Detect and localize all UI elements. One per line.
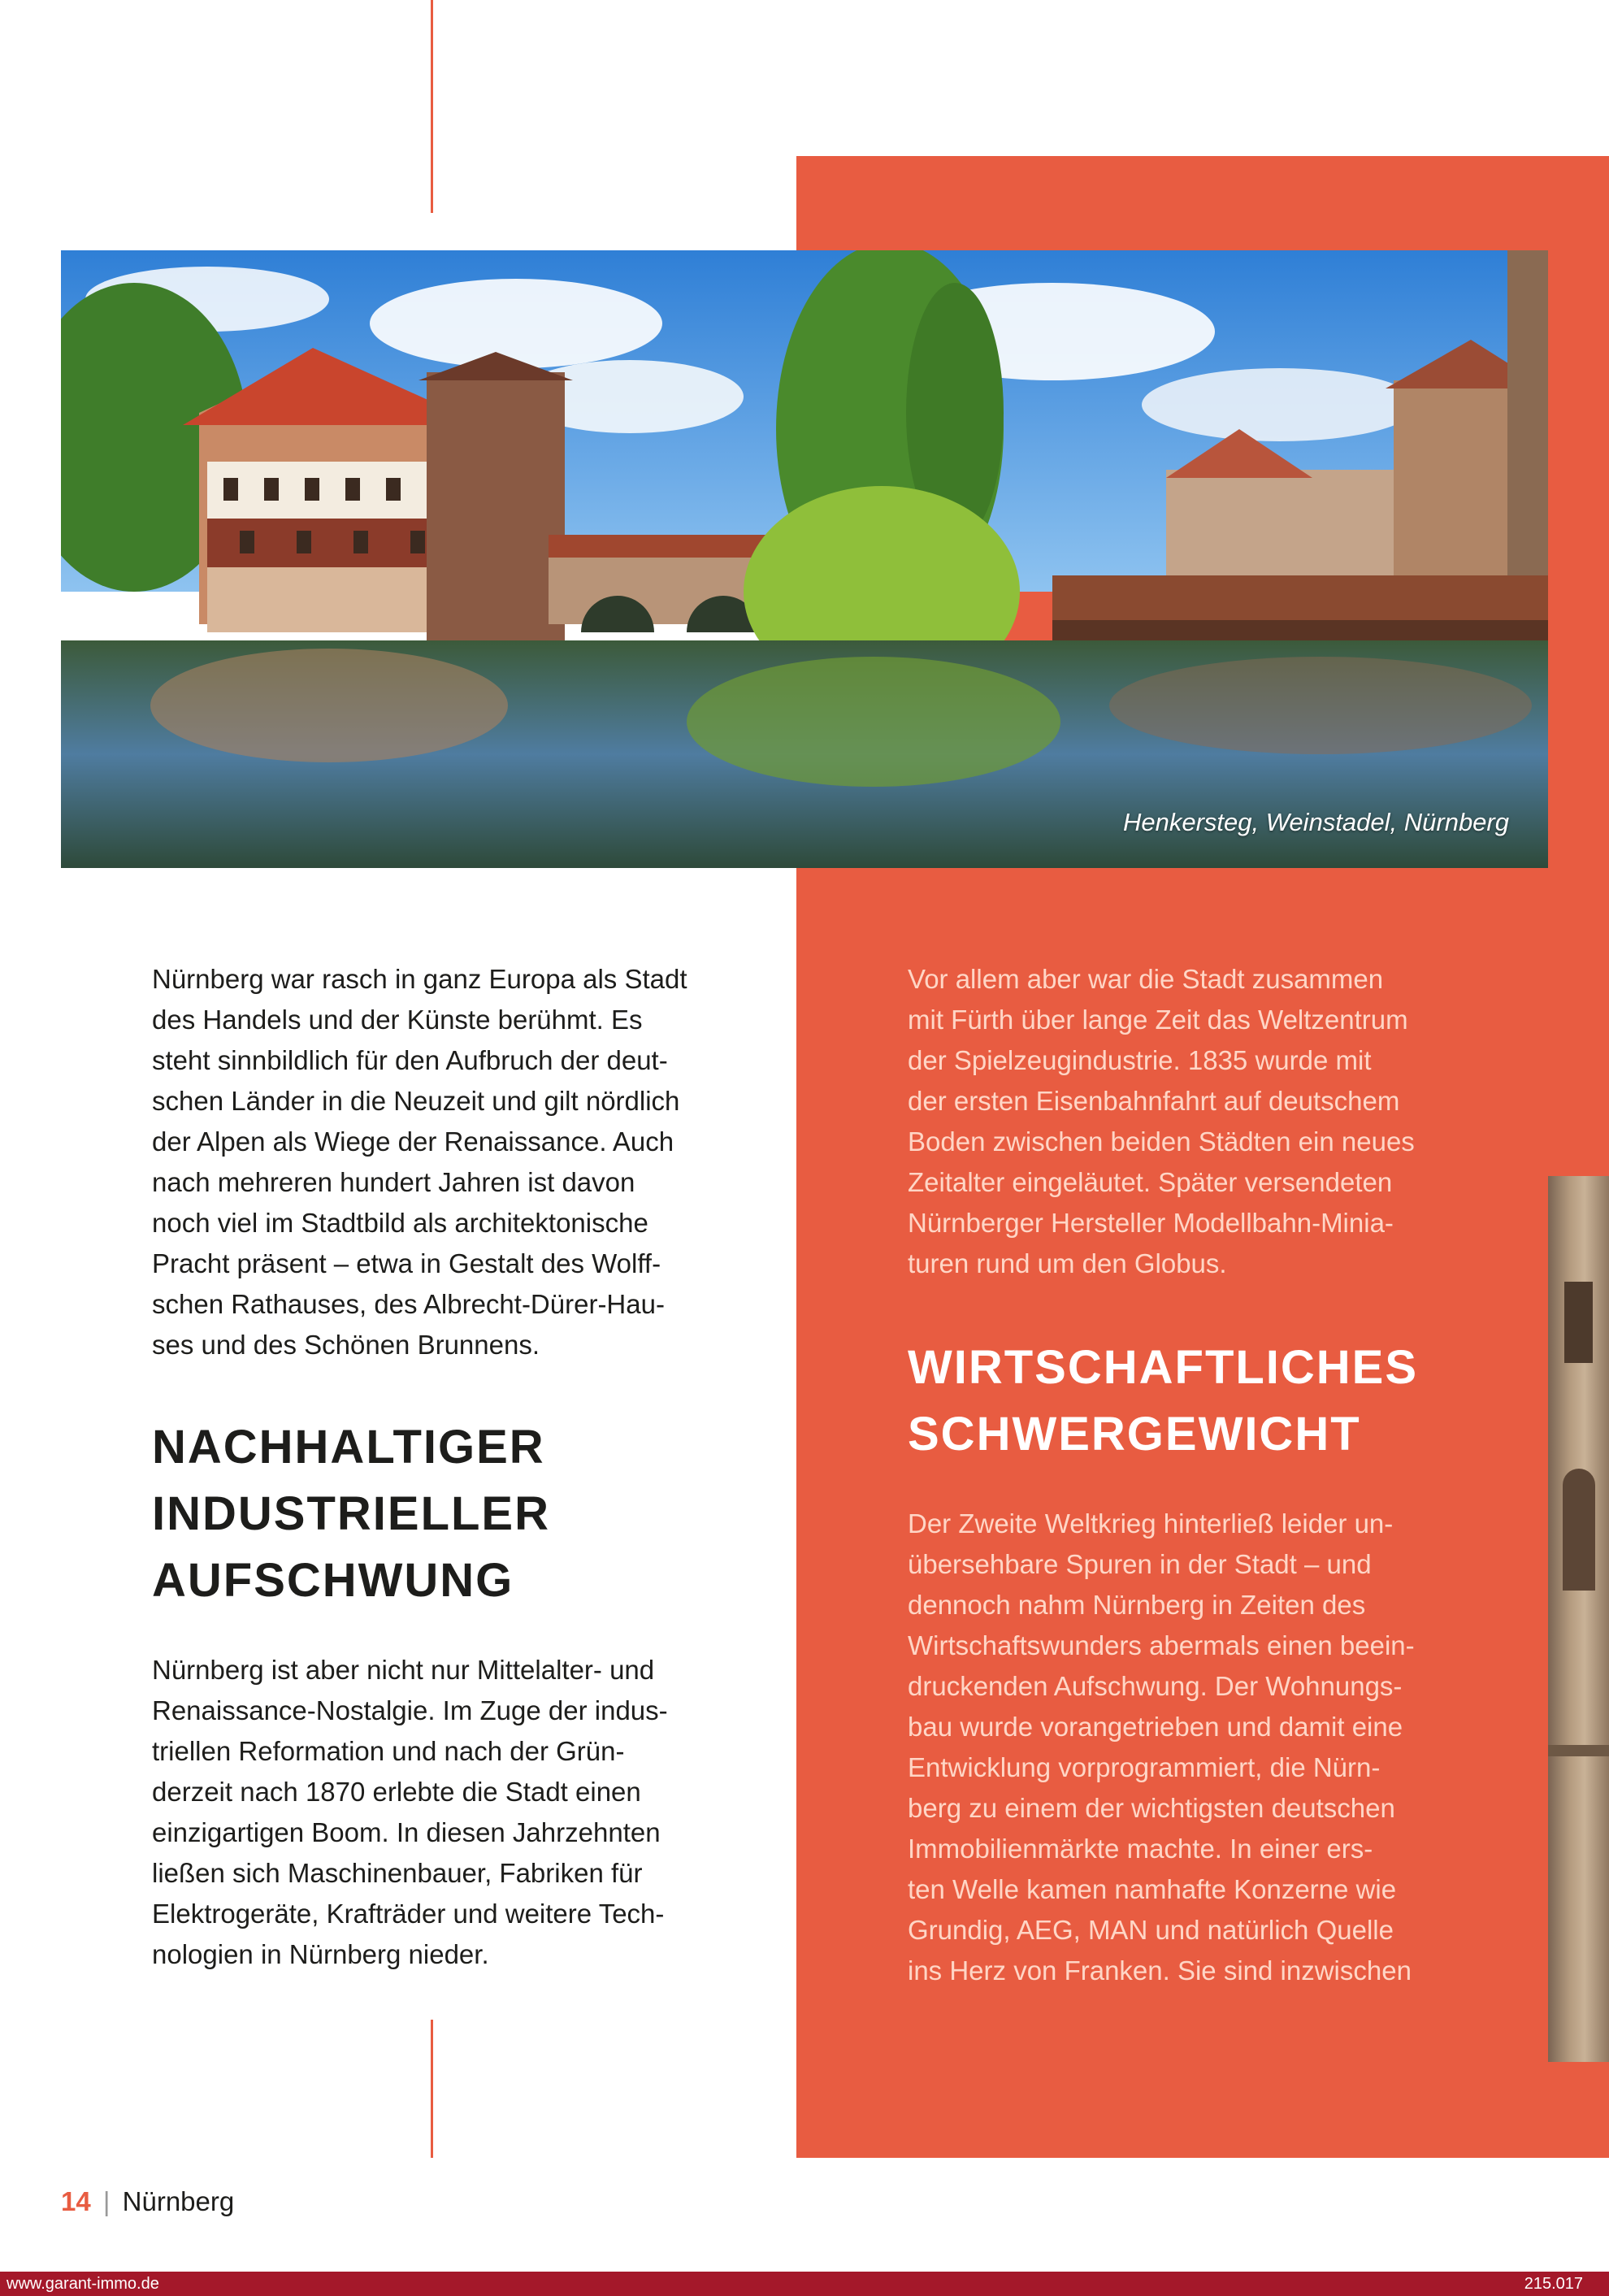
text-line: Grundig, AEG, MAN und natürlich Quelle — [908, 1915, 1394, 1945]
footer-section: Nürnberg — [122, 2186, 235, 2216]
hero-illustration — [61, 250, 1548, 868]
text-line: derzeit nach 1870 erlebte die Stadt einen — [152, 1777, 641, 1807]
text-line: Boden zwischen beiden Städten ein neues — [908, 1126, 1415, 1157]
text-line: Nürnberg ist aber nicht nur Mittelalter- und — [152, 1655, 655, 1685]
text-line: der Spielzeugindustrie. 1835 wurde mit — [908, 1045, 1372, 1075]
text-line: noch viel im Stadtbild als architektonische — [152, 1208, 648, 1238]
heading-line: NACHHALTIGER — [152, 1421, 545, 1474]
text-line: schen Rathauses, des Albrecht-Dürer-Hau- — [152, 1289, 665, 1319]
text-line: Pracht präsent – etwa in Gestalt des Wolff- — [152, 1248, 661, 1278]
footer-separator: | — [102, 2186, 111, 2216]
page-footer — [61, 2186, 234, 2217]
text-line: Nürnberg war rasch in ganz Europa als Stadt — [152, 964, 687, 994]
hero-photo — [61, 250, 1548, 868]
right-body-paragraph — [908, 1504, 1493, 1991]
text-line: mit Fürth über lange Zeit das Weltzentrum — [908, 1005, 1408, 1035]
page-number: 14 — [61, 2186, 91, 2216]
text-line: Renaissance-Nostalgie. Im Zuge der indus- — [152, 1695, 668, 1725]
text-line: triellen Reformation und nach der Grün- — [152, 1736, 625, 1766]
text-line: Zeitalter eingeläutet. Später versendeten — [908, 1167, 1393, 1197]
text-line: Entwicklung vorprogrammiert, die Nürn- — [908, 1752, 1381, 1782]
text-line: dennoch nahm Nürnberg in Zeiten des — [908, 1590, 1366, 1620]
text-line: steht sinnbildlich für den Aufbruch der deut- — [152, 1045, 668, 1075]
left-column — [152, 959, 737, 1975]
side-photo-strip — [1548, 1176, 1609, 2062]
text-line: nologien in Nürnberg nieder. — [152, 1939, 489, 1969]
left-intro-paragraph — [152, 959, 737, 1365]
text-line: Wirtschaftswunders abermals einen beein- — [908, 1630, 1415, 1660]
text-line: Elektrogeräte, Krafträder und weitere Tech- — [152, 1899, 665, 1929]
section-heading-economic — [908, 1335, 1493, 1468]
heading-line: WIRTSCHAFTLICHES — [908, 1341, 1419, 1394]
hero-caption: Henkersteg, Weinstadel, Nürnberg — [1122, 808, 1509, 836]
text-line: Vor allem aber war die Stadt zusammen — [908, 964, 1384, 994]
section-heading-industrial — [152, 1414, 737, 1614]
heading-line: SCHWERGEWICHT — [908, 1408, 1361, 1460]
text-line: ließen sich Maschinenbauer, Fabriken für — [152, 1858, 643, 1888]
text-line: Immobilienmärkte machte. In einer ers- — [908, 1834, 1373, 1864]
text-line: des Handels und der Künste berühmt. Es — [152, 1005, 643, 1035]
text-line: übersehbare Spuren in der Stadt – und — [908, 1549, 1372, 1579]
text-line: einzigartigen Boom. In diesen Jahrzehnten — [152, 1817, 661, 1847]
text-line: schen Länder in die Neuzeit und gilt nördlich — [152, 1086, 680, 1116]
text-line: bau wurde vorangetrieben und damit eine — [908, 1712, 1403, 1742]
website-link[interactable]: www.garant-immo.de — [7, 2275, 159, 2293]
text-line: Der Zweite Weltkrieg hinterließ leider un- — [908, 1508, 1394, 1539]
text-line: berg zu einem der wichtigsten deutschen — [908, 1793, 1395, 1823]
text-line: der ersten Eisenbahnfahrt auf deutschem — [908, 1086, 1400, 1116]
document-code: 215.017 — [1524, 2275, 1583, 2293]
right-column — [908, 959, 1493, 1991]
text-line: druckenden Aufschwung. Der Wohnungs- — [908, 1671, 1403, 1701]
text-line: der Alpen als Wiege der Renaissance. Auch — [152, 1126, 674, 1157]
decorative-vertical-line-bottom — [431, 2020, 433, 2158]
heading-line: AUFSCHWUNG — [152, 1554, 514, 1607]
text-line: nach mehreren hundert Jahren ist davon — [152, 1167, 635, 1197]
text-line: ten Welle kamen namhafte Konzerne wie — [908, 1874, 1397, 1904]
left-body-paragraph — [152, 1650, 737, 1975]
heading-line: INDUSTRIELLER — [152, 1487, 550, 1540]
text-line: Nürnberger Hersteller Modellbahn-Minia- — [908, 1208, 1394, 1238]
right-intro-paragraph — [908, 959, 1493, 1284]
bottom-bar — [0, 2272, 1609, 2296]
text-line: ses und des Schönen Brunnens. — [152, 1330, 540, 1360]
text-line: ins Herz von Franken. Sie sind inzwischen — [908, 1955, 1412, 1986]
decorative-vertical-line-top — [431, 0, 433, 213]
text-line: turen rund um den Globus. — [908, 1248, 1227, 1278]
